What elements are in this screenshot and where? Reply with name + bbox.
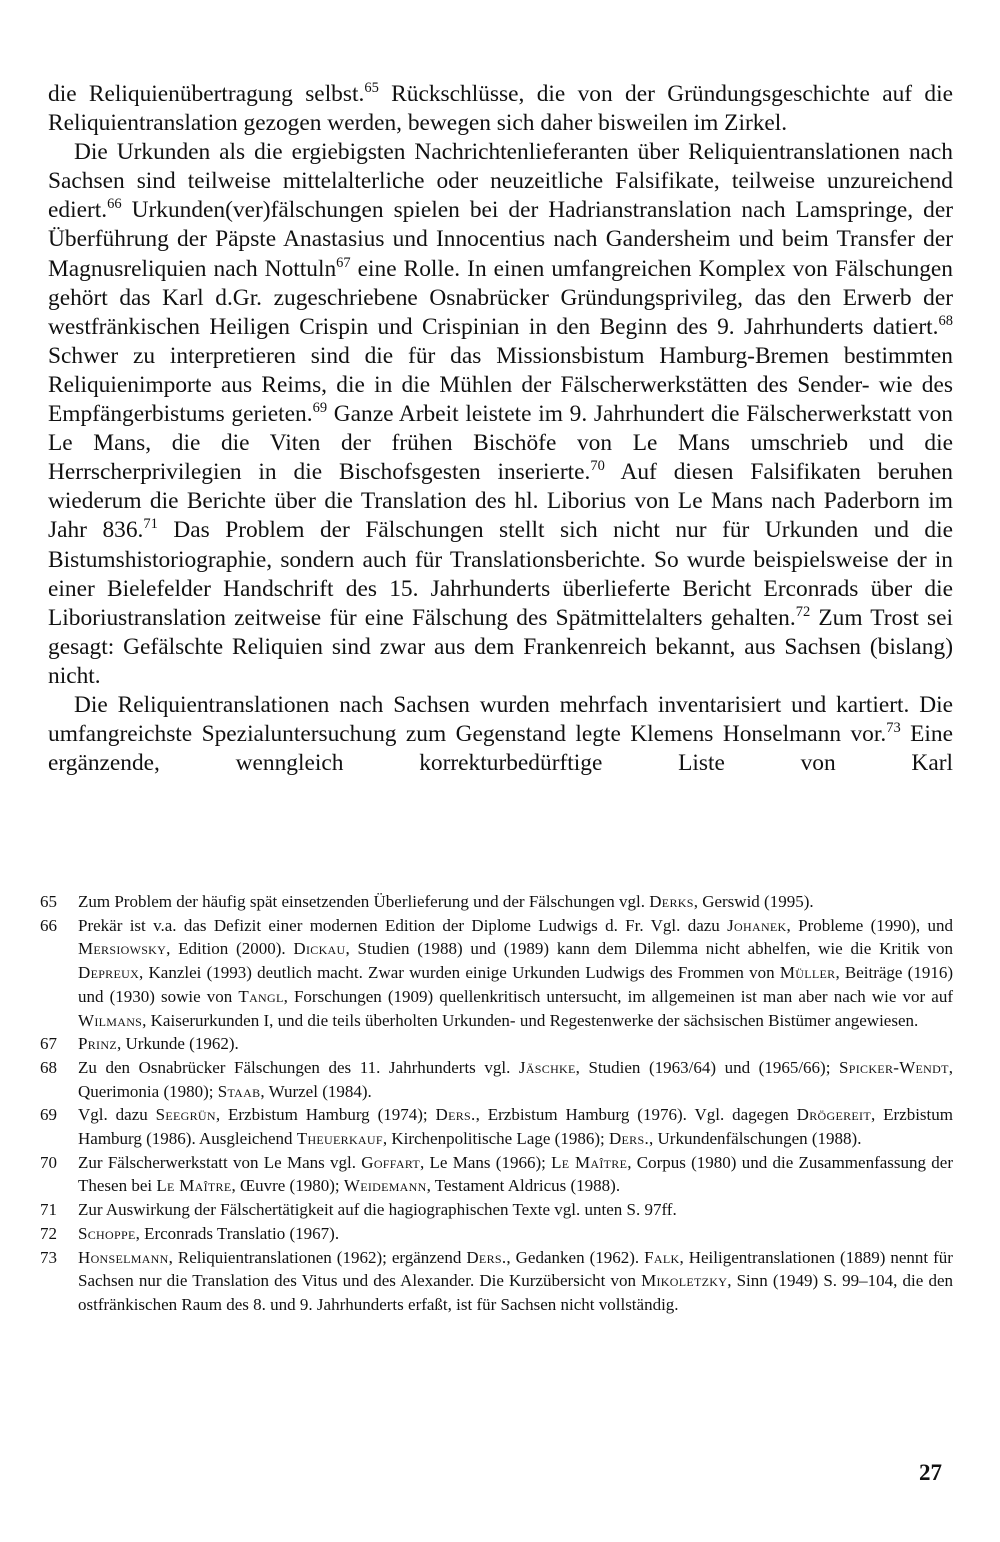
footnote-text [78, 890, 953, 914]
author-name: Dickau [293, 939, 346, 959]
text-run: Urkunden(ver)fälschungen spielen bei der Hadrianstranslation nach Lamspringe, der Überführung der Päpste Anastasius und Innocentius nach Gandersheim und beim Transfer der Magnusreliquien nach Nottuln [48, 197, 953, 282]
footnote-68 [40, 1056, 953, 1103]
paragraph-2 [48, 138, 953, 691]
author-name: Schoppe [78, 1223, 136, 1243]
footnote-text [78, 1103, 953, 1150]
footnote-text [78, 1151, 953, 1198]
text-run: , Erzbistum Hamburg (1986). Ausgleichend [78, 1105, 953, 1149]
text-run: , Kirchenpolitische Lage (1986); [382, 1129, 609, 1149]
text-run: Das Problem der Fälschungen stellt sich nicht nur für Urkunden und die Bistumshistoriographie, sondern auch für Translationsberichte. So wurde beispielsweise der in einer Bielefelder Handschrift des 15. Jahrhunderts überlieferte Bericht Erconrads über die Liboriustranslation zeitweise für eine Fälschung des Spätmittelalters gehalten. [48, 517, 953, 631]
text-run: die Reliquienübertragung selbst. [48, 81, 365, 107]
paragraph-1 [48, 80, 953, 138]
footnote-reference-70[interactable]: 70 [590, 458, 605, 475]
text-run: Die Reliquientranslationen nach Sachsen wurden mehrfach inventarisiert und kartiert. Die umfangreichste Spezialuntersuchung zum Gegenstand legte Klemens Honselmann vor. [48, 691, 953, 748]
author-name: Drögereit [796, 1105, 871, 1125]
main-text [48, 80, 953, 778]
text-run: , Wurzel (1984). [260, 1081, 372, 1101]
text-run: , Querimonia (1980); [78, 1057, 953, 1101]
footnote-number: 68 [40, 1057, 57, 1077]
text-run: Rückschlüsse, die von der Gründungsgeschichte auf die Reliquientranslation gezogen werden, bewegen sich daher bisweilen im Zirkel. [48, 81, 954, 137]
author-name: Prinz [78, 1034, 117, 1054]
page-number: 27 [919, 1460, 942, 1485]
footnote-reference-67[interactable]: 67 [336, 254, 351, 271]
footnote-reference-71[interactable]: 71 [143, 516, 158, 533]
footnote-text [78, 914, 953, 1033]
text-run: , Edition (2000). [166, 939, 294, 959]
text-run: , Le Mans (1966); [420, 1152, 552, 1172]
footnote-71 [40, 1198, 953, 1222]
text-run: Zur Auswirkung der Fälschertätigkeit auf die hagiographischen Texte vgl. unten S. 97ff. [78, 1200, 677, 1220]
text-run: Vgl. dazu [78, 1105, 156, 1125]
text-run: , Beiträge (1916) und (1930) sowie von [78, 963, 954, 1006]
footnote-72 [40, 1222, 953, 1246]
text-run: Prekär ist v.a. das Defizit einer modernen Edition der Diplome Ludwigs d. Fr. Vgl. dazu [78, 915, 728, 935]
text-run: , Kanzlei (1993) deutlich macht. Zwar wurden einige Urkunden Ludwigs des Frommen von [139, 963, 780, 983]
text-run: Schwer zu interpretieren sind die für das Missionsbistum Hamburg-Bremen bestimmten Reliquienimporte aus Reims, die in die Mühlen der Fälscherwerkstätten des Sender- wie des Empfängerbistums gerieten. [48, 342, 953, 428]
text-run: Zum Trost sei gesagt: Gefälschte Reliquien sind zwar aus dem Frankenreich bekannt, aus Sachsen (bislang) nicht. [48, 604, 953, 689]
author-name: Wilmans [78, 1010, 143, 1030]
author-name: Spicker-Wendt [839, 1057, 949, 1077]
footnote-73 [40, 1246, 953, 1317]
footnote-reference-68[interactable]: 68 [938, 312, 953, 329]
footnote-number: 67 [40, 1034, 57, 1054]
text-run: Ganze Arbeit leistete im 9. Jahrhundert die Fälscherwerkstatt von Le Mans, die die Viten der frühen Bischöfe von Le Mans umschrieb und die Herrscherprivilegien in die Bischofsgesten inserierte. [48, 401, 953, 486]
text-run: , Probleme (1990), und [786, 915, 953, 935]
text-run: Zu den Osnabrücker Fälschungen des 11. Jahrhunderts vgl. [78, 1057, 519, 1077]
author-name: Theuerkauf [296, 1129, 383, 1149]
text-run: , Heiligentranslationen (1889) nennt für Sachsen nur die Translation des Vitus und des Alexander. Die Kurzübersicht von [78, 1247, 953, 1291]
footnote-reference-72[interactable]: 72 [795, 603, 811, 620]
author-name: Le Maître [551, 1152, 628, 1172]
text-run: , Forschungen (1909) quellenkritisch untersucht, im allgemeinen ist man aber nach wie vor auf [283, 986, 953, 1006]
text-run: , Gerswid (1995). [693, 892, 814, 911]
author-name: Jäschke [518, 1057, 576, 1077]
author-name: Ders. [608, 1129, 649, 1149]
text-run: , Studien (1988) und (1989) kann dem Dilemma nicht abhelfen, wie die Kritik von [345, 939, 953, 959]
text-run: , Testament Aldricus (1988). [426, 1176, 621, 1196]
text-run: Eine ergänzende, wenngleich korrekturbedürftige Liste von Karl [48, 721, 953, 777]
author-name: Mikoletzky [641, 1271, 728, 1291]
author-name: Weidemann [343, 1176, 427, 1196]
footnote-number: 66 [40, 915, 57, 935]
author-name: Tangl [238, 986, 284, 1006]
footnote-number: 65 [40, 892, 57, 911]
author-name: Ders. [466, 1247, 507, 1267]
paragraph-3 [48, 691, 953, 778]
author-name: Le Maître [156, 1176, 232, 1196]
footnote-text [78, 1222, 953, 1246]
author-name: Staab [217, 1081, 261, 1101]
text-run: , Erzbistum Hamburg (1976). Vgl. dagegen [475, 1105, 797, 1125]
text-run: Auf diesen Falsifikaten beruhen wiederum die Berichte über die Translation des hl. Liborius von Le Mans nach Paderborn im Jahr 836. [48, 459, 953, 544]
text-run: , Erzbistum Hamburg (1974); [215, 1105, 436, 1125]
footnote-reference-73[interactable]: 73 [886, 720, 901, 737]
author-name: Seegrün [155, 1105, 216, 1125]
text-run: , Reliquientranslationen (1962); ergänzend [168, 1247, 467, 1267]
footnote-66 [40, 914, 953, 1033]
text-run: eine Rolle. In einen umfangreichen Komplex von Fälschungen gehört das Karl d.Gr. zugeschriebene Osnabrücker Gründungsprivileg, das den Erwerb der westfränkischen Heiligen Crispin und Crispinian in den Beginn des 9. Jahrhunderts datiert. [48, 255, 954, 340]
author-name: Falk [644, 1247, 680, 1267]
footnote-reference-69[interactable]: 69 [312, 400, 328, 417]
text-run: , Urkundenfälschungen (1988). [649, 1129, 862, 1149]
footnotes-section [40, 890, 953, 1317]
footnote-number: 71 [40, 1200, 57, 1220]
author-name: Goffart [361, 1152, 421, 1172]
footnote-reference-65[interactable]: 65 [364, 80, 379, 97]
text-run: , Studien (1963/64) und (1965/66); [575, 1057, 840, 1077]
footnote-67 [40, 1032, 953, 1056]
text-run: , Sinn (1949) S. 99–104, die den ostfränkischen Raum des 8. und 9. Jahrhunderts erfaßt, ist für Sachsen nicht vollständig. [78, 1271, 953, 1314]
author-name: Depreux [78, 963, 140, 983]
author-name: Mersiowsky [78, 939, 167, 959]
author-name: Ders. [435, 1105, 476, 1125]
footnote-number: 72 [40, 1223, 57, 1243]
author-name: Derks [649, 892, 694, 911]
footnote-70 [40, 1151, 953, 1198]
author-name: Müller [779, 963, 836, 983]
author-name: Honselmann [78, 1247, 169, 1267]
text-run: , Œuvre (1980); [231, 1176, 344, 1196]
footnote-number: 73 [40, 1247, 57, 1267]
footnote-text [78, 1032, 953, 1056]
footnote-number: 70 [40, 1152, 57, 1172]
text-run: Zur Fälscherwerkstatt von Le Mans vgl. [78, 1152, 362, 1172]
text-run: Die Urkunden als die ergiebigsten Nachrichtenlieferanten über Reliquientranslationen nach Sachsen sind teilweise mittelalterliche oder neuzeitliche Falsifikate, teilweise unzureichend ediert. [48, 139, 953, 224]
footnote-reference-66[interactable]: 66 [107, 196, 122, 213]
footnote-69 [40, 1103, 953, 1150]
text-run: Zum Problem der häufig spät einsetzenden Überlieferung und der Fälschungen vgl. [78, 892, 650, 911]
text-run: , Kaiserurkunden I, und die teils überholten Urkunden- und Regestenwerke der sächsischen Bistümer angewiesen. [142, 1010, 919, 1030]
text-run: , Gedanken (1962). [506, 1247, 645, 1267]
text-run: , Erconrads Translatio (1967). [135, 1223, 340, 1243]
footnote-65 [40, 890, 953, 914]
text-run: , Urkunde (1962). [116, 1034, 239, 1054]
text-run: , Corpus (1980) und die Zusammenfassung der Thesen bei [78, 1152, 953, 1196]
footnote-text [78, 1246, 953, 1317]
footnote-text [78, 1198, 953, 1222]
author-name: Johanek [727, 915, 787, 935]
footnote-number: 69 [40, 1105, 57, 1125]
footnote-text [78, 1056, 953, 1103]
